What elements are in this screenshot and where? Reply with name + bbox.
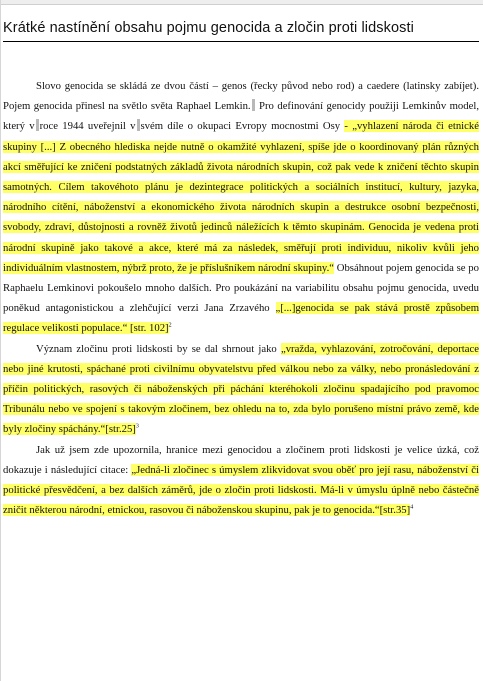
title-underline bbox=[3, 41, 479, 42]
highlighted-quote: - „vyhlazení národa či etnické skupiny [...] Z obecného hlediska nejde nutně o okamžité vyhlazení, spíše jde o koordinovaný plán různých akcí směřující ke zničení podstatných základů života národních skupin, což pak vede k zničení těchto skupin samotných. Cílem takovéhoto plánu je dezintegrace politických a sociálních institucí, kultury, jazyka, národního cítění, náboženství a ekonomického života národních skupin a destrukce osobní bezpečnosti, svobody, zdraví, důstojnosti a rovněž životů jedinců náležících k těmto skupinám. Genocida je vedena proti národní skupině jako takové a akce, které má za následek, směřují proti individuu, nikoliv kvůli jeho individuálním vlastnostem, nýbrž proto, že je příslušníkem národní skupiny.“ bbox=[3, 120, 479, 274]
paragraph-text: roce 1944 uveřejnil v bbox=[39, 120, 136, 133]
paragraph-text: Jak už jsem zde upozornila, hranice mezi genocidou a zločinem proti lidskosti je velice úzká, což dokazuje i následující citace: bbox=[3, 443, 479, 476]
page-title: Krátké nastínění obsahu pojmu genocida a zločin proti lidskosti bbox=[3, 20, 414, 36]
paragraph-text: Slovo genocida se skládá ze dvou částí – genos (řecky původ nebo rod) a caedere (latinsky zabíjet). Pojem genocida přinesl na světlo světa Raphael Lemkin. bbox=[3, 80, 479, 113]
page-top-edge bbox=[1, 0, 483, 5]
paragraph-text: Pro definování genocidy použiji Lemkinův model, který v bbox=[3, 100, 480, 133]
paragraph-text: Obsáhnout pojem genocida se po Raphaelu Lemkinovi pokoušelo mnoho dalších. Pro poukázání na variabilitu obsahu pojmu genocida, uvedu poněkud antagonistickou a zlehčující verzi Jana Zrzavého bbox=[3, 261, 479, 315]
highlighted-quote: „Jedná-li zločinec s úmyslem zlikvidovat svou oběť pro její rasu, náboženství či politické přesvědčení, a bez dalších záměrů, jde o zločin proti lidskosti. Má-li v úmyslu úplně nebo částečně zničit některou národní, etnickou, rasovou či náboženskou skupinu, pak je to genocida.“[str.35] bbox=[3, 463, 479, 517]
highlighted-quote: „[...]genocida se pak stává prostě způsobem regulace velikosti populace.“ [str. 102] bbox=[3, 302, 480, 335]
text-cursor-marker bbox=[252, 99, 255, 111]
footnote-reference[interactable]: 4 bbox=[410, 504, 414, 511]
paragraph-text: Význam zločinu proti lidskosti by se dal shrnout jako bbox=[36, 342, 281, 355]
footnote-reference[interactable]: 2 bbox=[168, 322, 172, 329]
paragraph-boundary bbox=[3, 440, 479, 521]
paragraph-crimes-against-humanity bbox=[3, 339, 479, 440]
text-cursor-marker bbox=[36, 119, 39, 131]
paragraph-genocide bbox=[3, 76, 479, 339]
text-cursor-marker bbox=[137, 119, 140, 131]
highlighted-quote: „vražda, vyhlazování, zotročování, deportace nebo jiné krutosti, spáchané proti civilnímu obyvatelstvu před válkou nebo za války, nebo pronásledování z příčin politických, rasových či náboženských při páchání kteréhokoli zločinu spadajícího pod pravomoc Tribunálu nebo ve spojení s takovým zločinem, bez ohledu na to, zda bylo porušeno místní právo země, kde byly zločiny spáchány.“[str.25] bbox=[3, 342, 480, 436]
document-body[interactable] bbox=[3, 76, 479, 520]
footnote-reference[interactable]: 3 bbox=[135, 423, 139, 430]
paragraph-text: svém díle o okupaci Evropy mocnostmi Osy bbox=[140, 120, 341, 133]
